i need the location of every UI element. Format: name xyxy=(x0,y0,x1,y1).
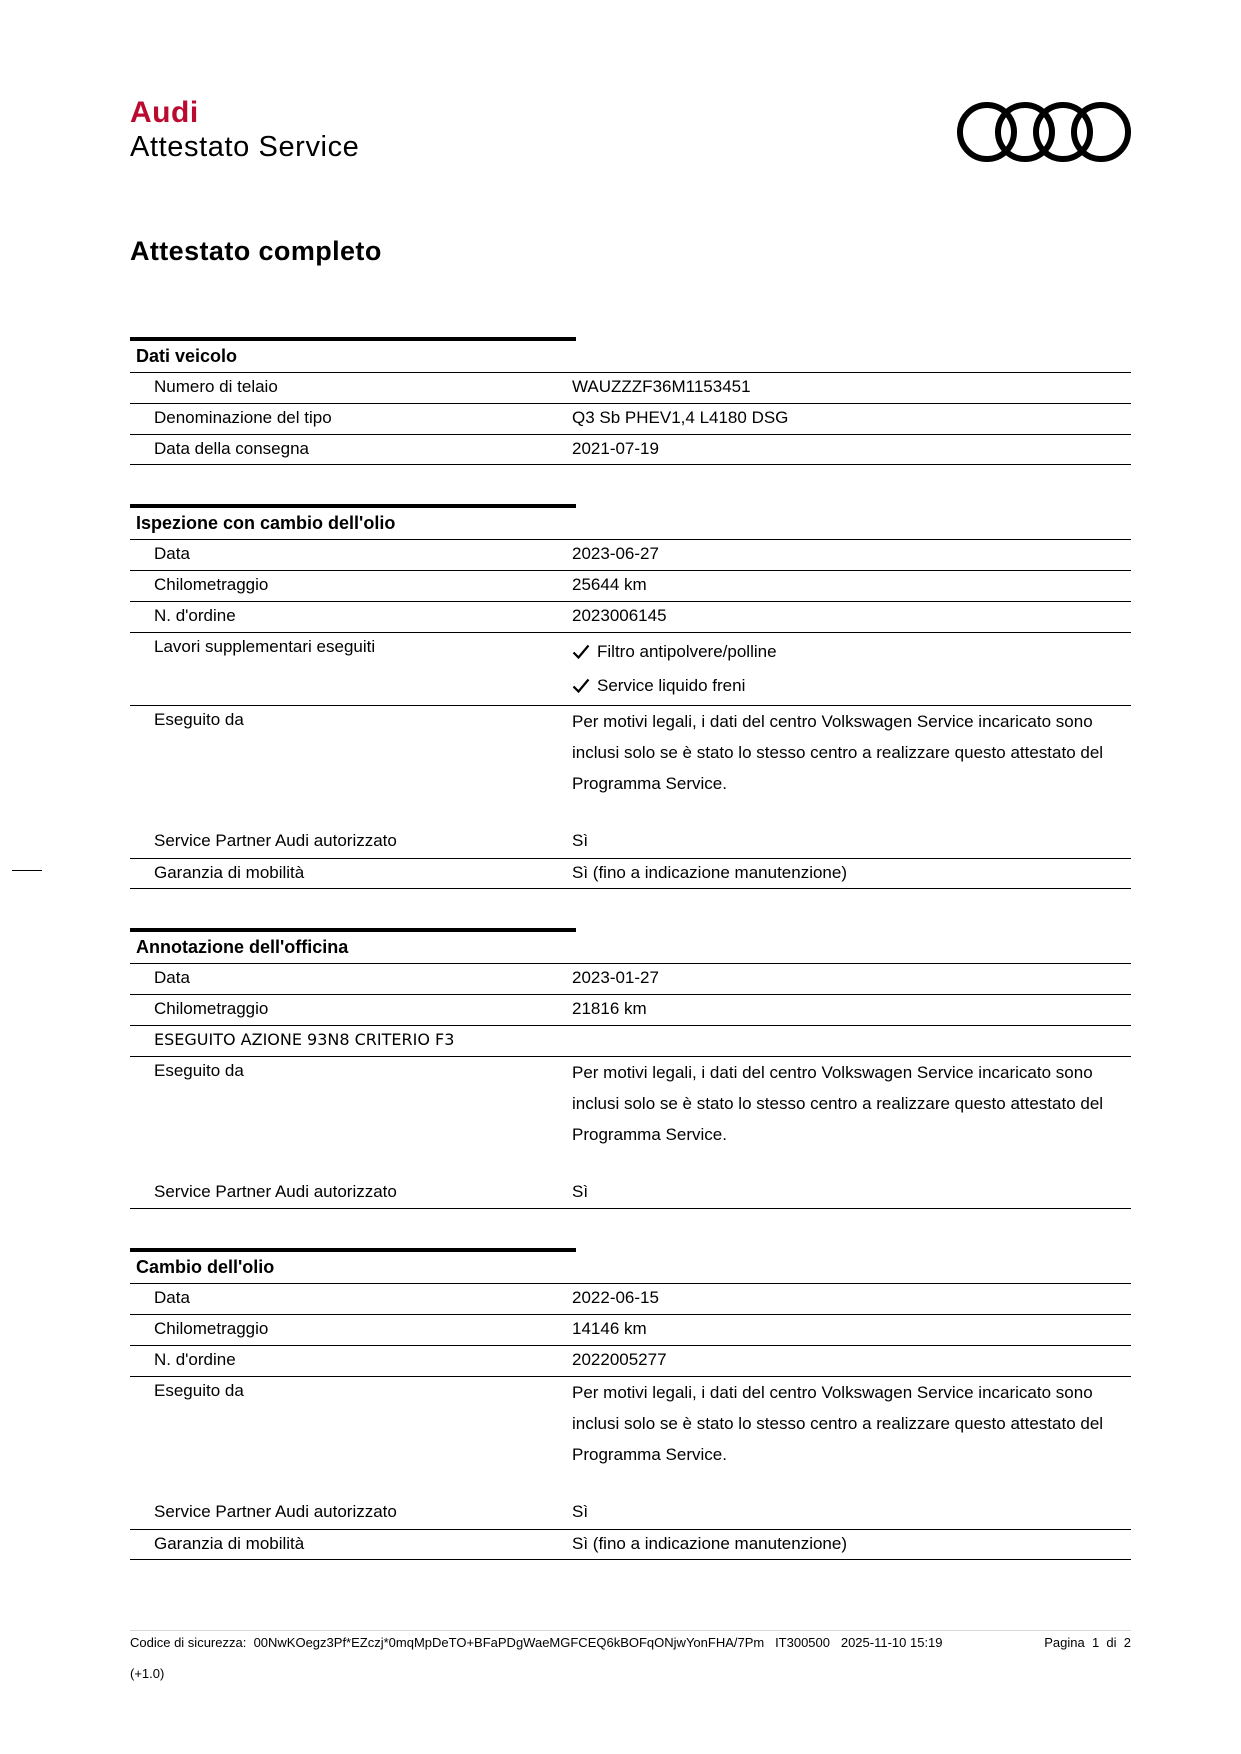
date-value: 2023-06-27 xyxy=(572,544,659,563)
row-label: Service Partner Audi autorizzato xyxy=(154,1182,397,1201)
date-value: 2022-06-15 xyxy=(572,1288,659,1307)
mobility-value: Sì (fino a indicazione manutenzione) xyxy=(572,1534,847,1553)
partner-value: Sì xyxy=(572,831,589,850)
page-total: 2 xyxy=(1123,1635,1131,1650)
row-label: N. d'ordine xyxy=(154,606,236,625)
footer xyxy=(130,1635,1131,1650)
row-label: Denominazione del tipo xyxy=(154,408,332,427)
document-title: Attestato Service xyxy=(130,131,360,163)
section-title: Cambio dell'olio xyxy=(130,1248,576,1283)
table-row xyxy=(130,705,1131,827)
section-title: Dati veicolo xyxy=(130,337,576,372)
version-label: (+1.0) xyxy=(130,1666,165,1681)
workshop-note-text: ESEGUITO AZIONE 93N8 CRITERIO F3 xyxy=(154,1030,455,1049)
mobility-value: Sì (fino a indicazione manutenzione) xyxy=(572,863,847,882)
page-title: Attestato completo xyxy=(130,236,382,266)
row-label: Lavori supplementari eseguiti xyxy=(154,637,376,656)
table-row xyxy=(130,858,1131,889)
code-ref: IT300500 xyxy=(775,1635,830,1650)
performed-by-text: Per motivi legali, i dati del centro Volkswagen Service incaricato sono inclusi solo se è stato lo stesso centro a realizzare questo attestato del Programma Service. xyxy=(572,712,1104,793)
mileage-value: 25644 km xyxy=(572,575,647,594)
table-row xyxy=(130,1283,1131,1314)
content xyxy=(130,337,1131,1599)
extra-work-item: Filtro antipolvere/polline xyxy=(597,642,777,661)
table-row xyxy=(130,601,1131,632)
table-row xyxy=(130,539,1131,570)
partner-value: Sì xyxy=(572,1502,589,1521)
date-value: 2023-01-27 xyxy=(572,968,659,987)
mileage-value: 21816 km xyxy=(572,999,647,1018)
row-label: Chilometraggio xyxy=(154,999,269,1018)
row-label: Chilometraggio xyxy=(154,1319,269,1338)
section-title: Ispezione con cambio dell'olio xyxy=(130,504,576,539)
workshop-note-section xyxy=(130,928,1131,1209)
vin-value: WAUZZZF36M1153451 xyxy=(572,377,751,396)
table-row xyxy=(130,1345,1131,1376)
footer-security xyxy=(130,1635,943,1650)
order-number-value: 2022005277 xyxy=(572,1350,667,1369)
vehicle-data-section xyxy=(130,337,1131,465)
row-label: Service Partner Audi autorizzato xyxy=(154,831,397,850)
checkmark-icon xyxy=(572,644,590,660)
table-row xyxy=(130,1025,1131,1056)
table-row xyxy=(130,1178,1131,1209)
table-row xyxy=(130,1498,1131,1529)
footer-divider xyxy=(130,1630,1131,1631)
timestamp: 2025-11-10 15:19 xyxy=(840,1635,943,1650)
four-rings-logo-icon xyxy=(955,100,1135,164)
security-code: 00NwKOegz3Pf*EZczj*0mqMpDeTO+BFaPDgWaeMGFCEQ6kBOFqONjwYonFHA/7Pm xyxy=(253,1635,765,1650)
table-row xyxy=(130,1314,1131,1345)
table-row xyxy=(130,372,1131,403)
fold-mark xyxy=(12,870,42,871)
row-label: Data xyxy=(154,544,190,563)
table-row xyxy=(130,632,1131,705)
security-label: Codice di sicurezza: xyxy=(130,1635,247,1650)
row-label: Eseguito da xyxy=(154,710,244,729)
table-row xyxy=(130,403,1131,434)
row-label: Data xyxy=(154,968,190,987)
table-row xyxy=(130,1376,1131,1498)
row-label: Eseguito da xyxy=(154,1381,244,1400)
list-item xyxy=(572,669,1121,703)
brand-name: Audi xyxy=(130,96,199,129)
inspection-section xyxy=(130,504,1131,889)
row-label: Data della consegna xyxy=(154,439,310,458)
delivery-date-value: 2021-07-19 xyxy=(572,439,659,458)
row-label: Chilometraggio xyxy=(154,575,269,594)
page-number xyxy=(1044,1635,1131,1650)
table-row xyxy=(130,963,1131,994)
type-value: Q3 Sb PHEV1,4 L4180 DSG xyxy=(572,408,789,427)
table-row xyxy=(130,570,1131,601)
row-label: Service Partner Audi autorizzato xyxy=(154,1502,397,1521)
row-label: Garanzia di mobilità xyxy=(154,1534,305,1553)
extra-work-list xyxy=(572,633,1131,705)
partner-value: Sì xyxy=(572,1182,589,1201)
table-row xyxy=(130,994,1131,1025)
list-item xyxy=(572,635,1121,669)
performed-by-text: Per motivi legali, i dati del centro Volkswagen Service incaricato sono inclusi solo se è stato lo stesso centro a realizzare questo attestato del Programma Service. xyxy=(572,1063,1104,1144)
table-row xyxy=(130,1056,1131,1178)
mileage-value: 14146 km xyxy=(572,1319,647,1338)
extra-work-item: Service liquido freni xyxy=(597,676,746,695)
table-row xyxy=(130,1529,1131,1560)
page-current: 1 xyxy=(1091,1635,1100,1650)
row-label: N. d'ordine xyxy=(154,1350,236,1369)
page-label: Pagina xyxy=(1044,1635,1085,1650)
row-label: Numero di telaio xyxy=(154,377,278,396)
oil-change-section xyxy=(130,1248,1131,1560)
row-label: Data xyxy=(154,1288,190,1307)
checkmark-icon xyxy=(572,678,590,694)
order-number-value: 2023006145 xyxy=(572,606,667,625)
section-title: Annotazione dell'officina xyxy=(130,928,576,963)
performed-by-text: Per motivi legali, i dati del centro Volkswagen Service incaricato sono inclusi solo se è stato lo stesso centro a realizzare questo attestato del Programma Service. xyxy=(572,1383,1104,1464)
row-label: Garanzia di mobilità xyxy=(154,863,305,882)
page-of: di xyxy=(1106,1635,1117,1650)
row-label: Eseguito da xyxy=(154,1061,244,1080)
table-row xyxy=(130,434,1131,465)
table-row xyxy=(130,827,1131,858)
